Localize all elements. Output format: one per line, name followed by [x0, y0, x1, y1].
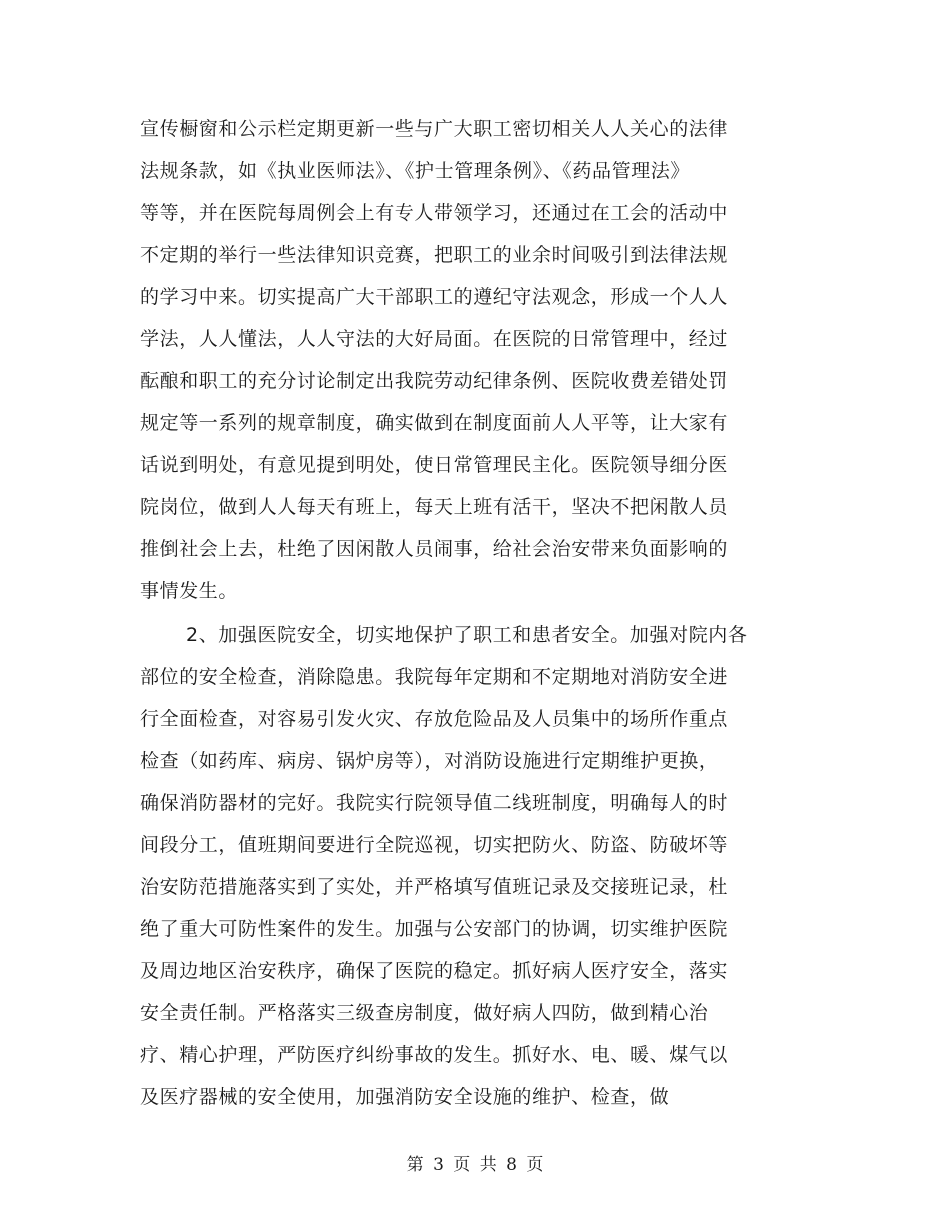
text-line: 等等，并在医院每周例会上有专人带领学习，还通过在工会的活动中 [140, 202, 729, 224]
text-line: 绝了重大可防性案件的发生。加强与公安部门的协调，切实维护医院 [140, 918, 729, 940]
text-line: 事情发生。 [140, 580, 239, 602]
text-line: 2、加强医院安全，切实地保护了职工和患者安全。加强对院内各 [186, 624, 748, 646]
text-line: 宣传橱窗和公示栏定期更新一些与广大职工密切相关人人关心的法律 [140, 118, 729, 140]
text-line: 安全责任制。严格落实三级查房制度，做好病人四防，做到精心治 [140, 1002, 709, 1024]
text-line: 检查（如药库、病房、锅炉房等），对消防设施进行定期维护更换， [140, 750, 719, 772]
text-line: 不定期的举行一些法律知识竞赛，把职工的业余时间吸引到法律法规 [140, 244, 729, 266]
text-line: 及医疗器械的安全使用，加强消防安全设施的维护、检查，做 [140, 1086, 670, 1108]
text-line: 疗、精心护理，严防医疗纠纷事故的发生。抓好水、电、暖、煤气以 [140, 1044, 729, 1066]
text-line: 部位的安全检查，消除隐患。我院每年定期和不定期地对消防安全进 [140, 666, 729, 688]
text-line: 学法，人人懂法，人人守法的大好局面。在医院的日常管理中，经过 [140, 328, 729, 350]
text-line: 行全面检查，对容易引发火灾、存放危险品及人员集中的场所作重点 [140, 708, 729, 730]
text-line: 规定等一系列的规章制度，确实做到在制度面前人人平等，让大家有 [140, 412, 729, 434]
text-line: 的学习中来。切实提高广大干部职工的遵纪守法观念，形成一个人人 [140, 286, 729, 308]
text-line: 推倒社会上去，杜绝了因闲散人员闹事，给社会治安带来负面影响的 [140, 538, 729, 560]
text-line: 确保消防器材的完好。我院实行院领导值二线班制度，明确每人的时 [140, 792, 729, 814]
page-number: 第 3 页 共 8 页 [406, 1155, 544, 1175]
text-line: 间段分工，值班期间要进行全院巡视，切实把防火、防盗、防破坏等 [140, 834, 729, 856]
text-line: 话说到明处，有意见提到明处，使日常管理民主化。医院领导细分医 [140, 454, 729, 476]
text-line: 院岗位，做到人人每天有班上，每天上班有活干，坚决不把闲散人员 [140, 496, 729, 518]
text-line: 及周边地区治安秩序，确保了医院的稳定。抓好病人医疗安全，落实 [140, 960, 729, 982]
text-line: 酝酿和职工的充分讨论制定出我院劳动纪律条例、医院收费差错处罚 [140, 370, 729, 392]
text-line: 治安防范措施落实到了实处，并严格填写值班记录及交接班记录，杜 [140, 876, 729, 898]
text-line: 法规条款，如《执业医师法》、《护士管理条例》、《药品管理法》 [140, 160, 691, 182]
